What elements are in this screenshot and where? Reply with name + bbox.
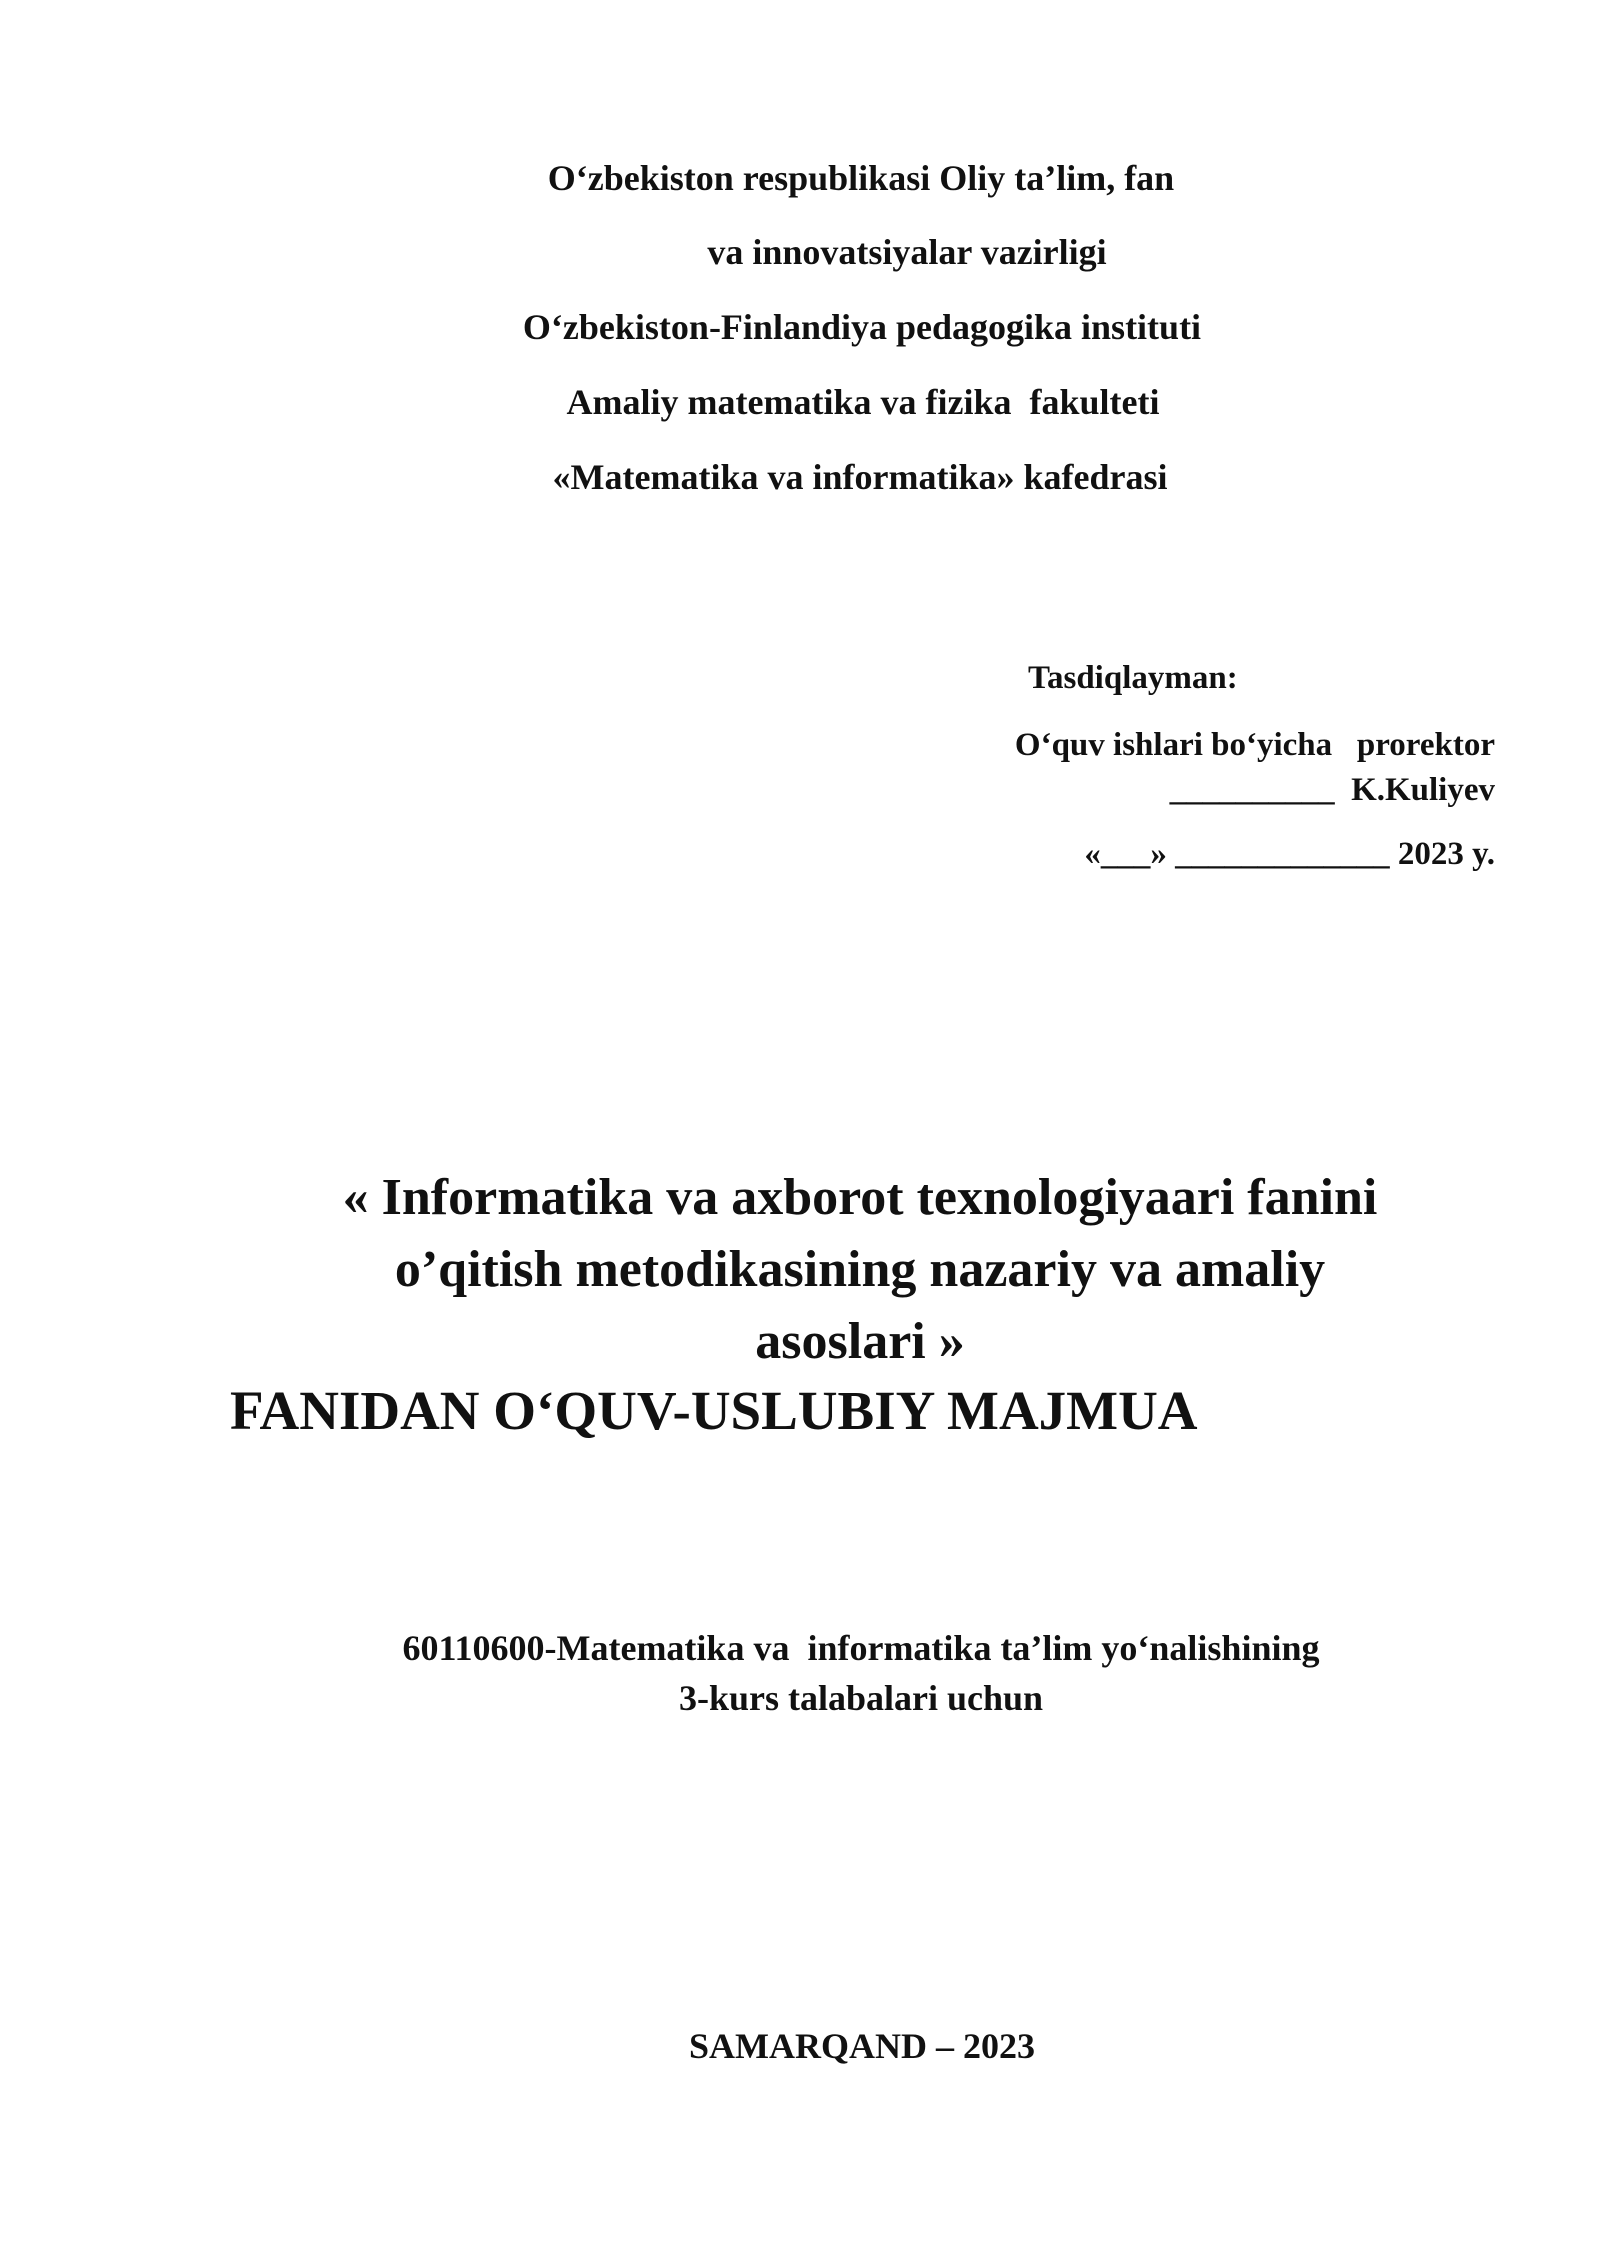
place-year: SAMARQAND – 2023 xyxy=(689,2026,1035,2066)
course-title-line-3: asoslari » xyxy=(755,1313,965,1370)
institute-name: O‘zbekiston-Finlandiya pedagogika instituti xyxy=(522,307,1202,347)
program-line: 60110600-Matematika va informatika ta’lim yo‘nalishining xyxy=(402,1628,1320,1668)
approval-position: O‘quv ishlari bo‘yicha prorektor xyxy=(1014,727,1495,763)
document-type-heading: FANIDAN O‘QUV-USLUBIY MAJMUA xyxy=(230,1380,1198,1441)
course-title-line-1: « Informatika va axborot texnologiyaari fanini xyxy=(342,1169,1378,1226)
course-title-line-2: o’qitish metodikasining nazariy va amaliy xyxy=(394,1241,1326,1298)
ministry-line-1: O‘zbekiston respublikasi Oliy ta’lim, fan xyxy=(547,158,1175,198)
approval-label: Tasdiqlayman: xyxy=(1028,660,1238,696)
ministry-line-2: va innovatsiyalar vazirligi xyxy=(707,232,1107,272)
students-line: 3-kurs talabalari uchun xyxy=(678,1678,1044,1718)
department-name: «Matematika va informatika» kafedrasi xyxy=(552,457,1168,497)
faculty-name: Amaliy matematika va fizika fakulteti xyxy=(566,382,1160,422)
approval-date: «___» _____________ 2023 y. xyxy=(1084,836,1495,872)
approval-signature: __________ K.Kuliyev xyxy=(1169,772,1495,808)
